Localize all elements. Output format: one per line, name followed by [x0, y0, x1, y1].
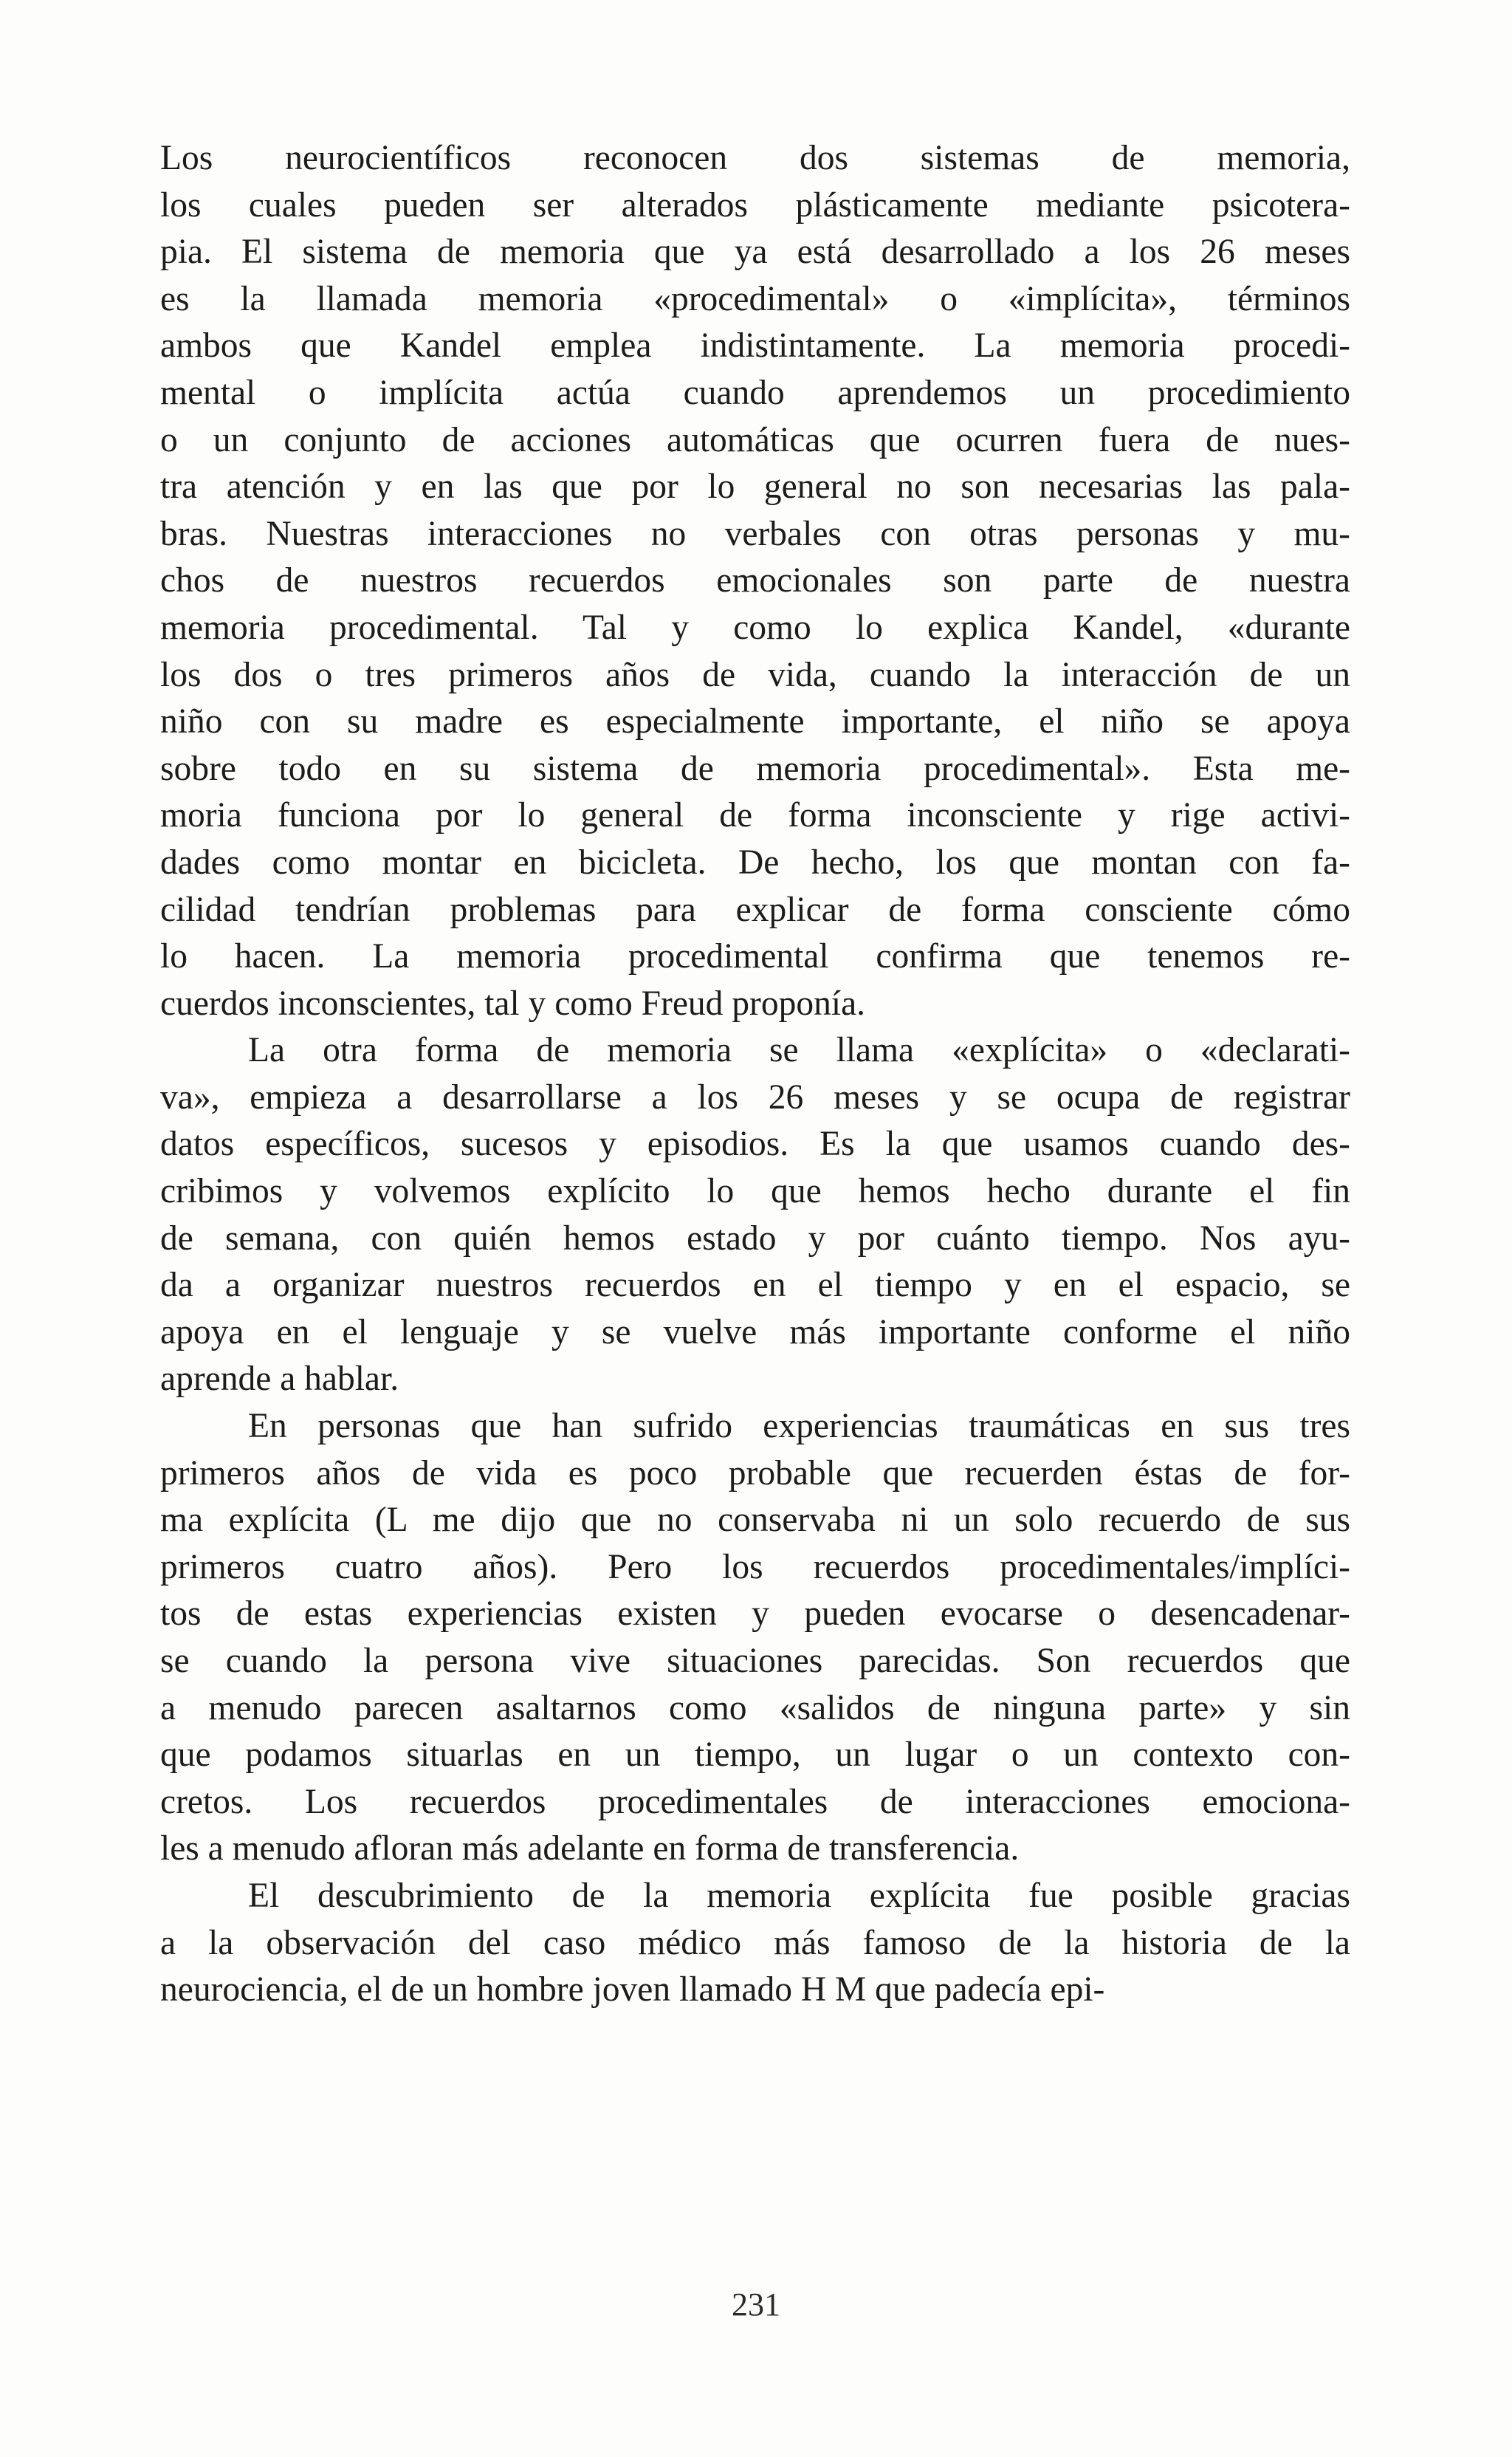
line-row — [160, 1356, 1350, 1403]
line-row — [160, 1779, 1350, 1826]
text-line: se cuando la persona vive situaciones parecidas. Son recuerdos que — [160, 1642, 1350, 1680]
hyphen: - — [1339, 1735, 1350, 1775]
line-row — [160, 981, 1350, 1028]
text-line: da a organizar nuestros recuerdos en el tiempo y en el espacio, se — [160, 1266, 1350, 1305]
text-line: es la llamada memoria «procedimental» o «implícita», términos — [160, 279, 1350, 318]
text-line: apoya en el lenguaje y se vuelve más importante conforme el niño — [160, 1312, 1350, 1351]
line-row — [160, 1262, 1350, 1309]
line-row — [160, 1121, 1350, 1168]
line-row — [160, 1873, 1350, 1920]
line-row — [160, 464, 1350, 511]
line-row — [160, 1826, 1350, 1873]
text-line: memoria procedimental. Tal y como lo explica Kandel, «durante — [160, 608, 1350, 647]
text-line: que podamos situarlas en un tiempo, un lugar o un contexto con — [160, 1735, 1339, 1775]
hyphen: - — [1339, 1547, 1350, 1586]
line-row — [160, 605, 1350, 652]
line-row — [160, 1732, 1350, 1779]
line-row — [160, 1967, 1350, 2014]
text-line: tra atención y en las que por lo general no son necesarias las pala — [160, 467, 1339, 507]
line-row — [160, 1403, 1350, 1450]
text-line: En personas que han sufrido experiencias traumáticas en sus tres — [248, 1407, 1350, 1446]
text-line: a menudo parecen asaltarnos como «salidos de ninguna parte» y sin — [160, 1688, 1350, 1727]
line-row — [160, 1685, 1350, 1733]
line-row — [160, 1450, 1350, 1498]
line-row — [160, 558, 1350, 605]
text-line: a la observación del caso médico más famoso de la historia de la — [160, 1923, 1350, 1962]
text-line: ambos que Kandel emplea indistintamente. La memoria procedi — [160, 326, 1339, 366]
text-line: los cuales pueden ser alterados plásticamente mediante psicotera — [160, 185, 1339, 225]
text-line: cuerdos inconscientes, tal y como Freud proponía. — [160, 984, 866, 1023]
hyphen: - — [1339, 185, 1350, 225]
text-line: cretos. Los recuerdos procedimentales de interacciones emociona — [160, 1782, 1339, 1821]
paragraph-1 — [160, 135, 1350, 1027]
text-line: cilidad tendrían problemas para explicar de forma consciente cómo — [160, 890, 1350, 929]
text-line: ma explícita (L me dijo que no conservaba ni un solo recuerdo de sus — [160, 1501, 1350, 1540]
hyphen: - — [1339, 1219, 1350, 1258]
line-row — [160, 135, 1350, 182]
line-row — [160, 652, 1350, 699]
line-row — [160, 511, 1350, 558]
text-line: bras. Nuestras interacciones no verbales con otras personas y mu — [160, 514, 1339, 553]
line-row — [160, 1309, 1350, 1357]
text-line: dades como montar en bicicleta. De hecho, los que montan con fa — [160, 843, 1339, 882]
line-row — [160, 417, 1350, 465]
hyphen: - — [1339, 1031, 1350, 1070]
line-row — [160, 746, 1350, 793]
hyphen: - — [1339, 843, 1350, 882]
line-row — [160, 370, 1350, 417]
line-row — [160, 276, 1350, 323]
text-line: tos de estas experiencias existen y pueden evocarse o desencadenar — [160, 1594, 1339, 1634]
line-row — [160, 1075, 1350, 1122]
hyphen: - — [1339, 1453, 1350, 1493]
hyphen: - — [1339, 514, 1350, 553]
hyphen: - — [1339, 1125, 1350, 1164]
text-line: moria funciona por lo general de forma inconsciente y rige activi — [160, 796, 1339, 835]
paragraph-4 — [160, 1873, 1350, 2014]
paragraph-3 — [160, 1403, 1350, 1873]
paragraph-2 — [160, 1027, 1350, 1403]
text-line: les a menudo afloran más adelante en forma de transferencia. — [160, 1829, 1020, 1868]
line-row — [160, 887, 1350, 934]
text-line: pia. El sistema de memoria que ya está desarrollado a los 26 meses — [160, 233, 1350, 272]
line-row — [160, 1638, 1350, 1685]
text-line: o un conjunto de acciones automáticas que ocurren fuera de nues — [160, 420, 1339, 459]
hyphen: - — [1339, 796, 1350, 835]
text-line: Los neurocientíficos reconocen dos sistemas de memoria, — [160, 139, 1350, 177]
text-line: los dos o tres primeros años de vida, cuando la interacción de un — [160, 655, 1350, 694]
line-row — [160, 792, 1350, 840]
hyphen: - — [1339, 1782, 1350, 1821]
hyphen: - — [1339, 749, 1350, 788]
line-row — [160, 229, 1350, 276]
hyphen: - — [1339, 326, 1350, 366]
text-line: primeros años de vida es poco probable que recuerden éstas de for — [160, 1453, 1339, 1493]
line-row — [160, 323, 1350, 370]
text-line: va», empieza a desarrollarse a los 26 meses y se ocupa de registrar — [160, 1077, 1350, 1117]
line-row — [160, 1497, 1350, 1544]
text-line: lo hacen. La memoria procedimental confirma que tenemos re — [160, 937, 1339, 976]
line-row — [160, 1544, 1350, 1591]
text-line: El descubrimiento de la memoria explícita fue posible gracias — [248, 1876, 1350, 1915]
text-line: sobre todo en su sistema de memoria procedimental». Esta me — [160, 749, 1339, 788]
text-line: primeros cuatro años). Pero los recuerdos procedimentales/implíci — [160, 1547, 1339, 1586]
hyphen: - — [1339, 1594, 1350, 1634]
line-row — [160, 840, 1350, 887]
body-text — [160, 135, 1350, 2014]
line-row — [160, 933, 1350, 981]
line-row — [160, 1591, 1350, 1638]
text-line: de semana, con quién hemos estado y por cuánto tiempo. Nos ayu — [160, 1219, 1339, 1258]
text-line: mental o implícita actúa cuando aprendemos un procedimiento — [160, 373, 1350, 412]
text-line: La otra forma de memoria se llama «explícita» o «declarati — [248, 1031, 1339, 1070]
text-line: neurociencia, el de un hombre joven llamado H M que padecía epi- — [160, 1970, 1105, 2009]
hyphen: - — [1339, 467, 1350, 507]
hyphen: - — [1339, 420, 1350, 459]
line-row — [160, 699, 1350, 746]
line-row — [160, 1920, 1350, 1967]
hyphen: - — [1339, 937, 1350, 976]
page-number: 231 — [732, 2286, 780, 2323]
line-row — [160, 1168, 1350, 1216]
line-row — [160, 1216, 1350, 1263]
text-line: aprende a hablar. — [160, 1360, 399, 1399]
line-row — [160, 1027, 1350, 1075]
text-line: niño con su madre es especialmente importante, el niño se apoya — [160, 702, 1350, 741]
text-line: chos de nuestros recuerdos emocionales son parte de nuestra — [160, 561, 1350, 600]
text-line: datos específicos, sucesos y episodios. Es la que usamos cuando des — [160, 1125, 1339, 1164]
line-row — [160, 182, 1350, 230]
text-line: cribimos y volvemos explícito lo que hemos hecho durante el fin — [160, 1172, 1350, 1211]
